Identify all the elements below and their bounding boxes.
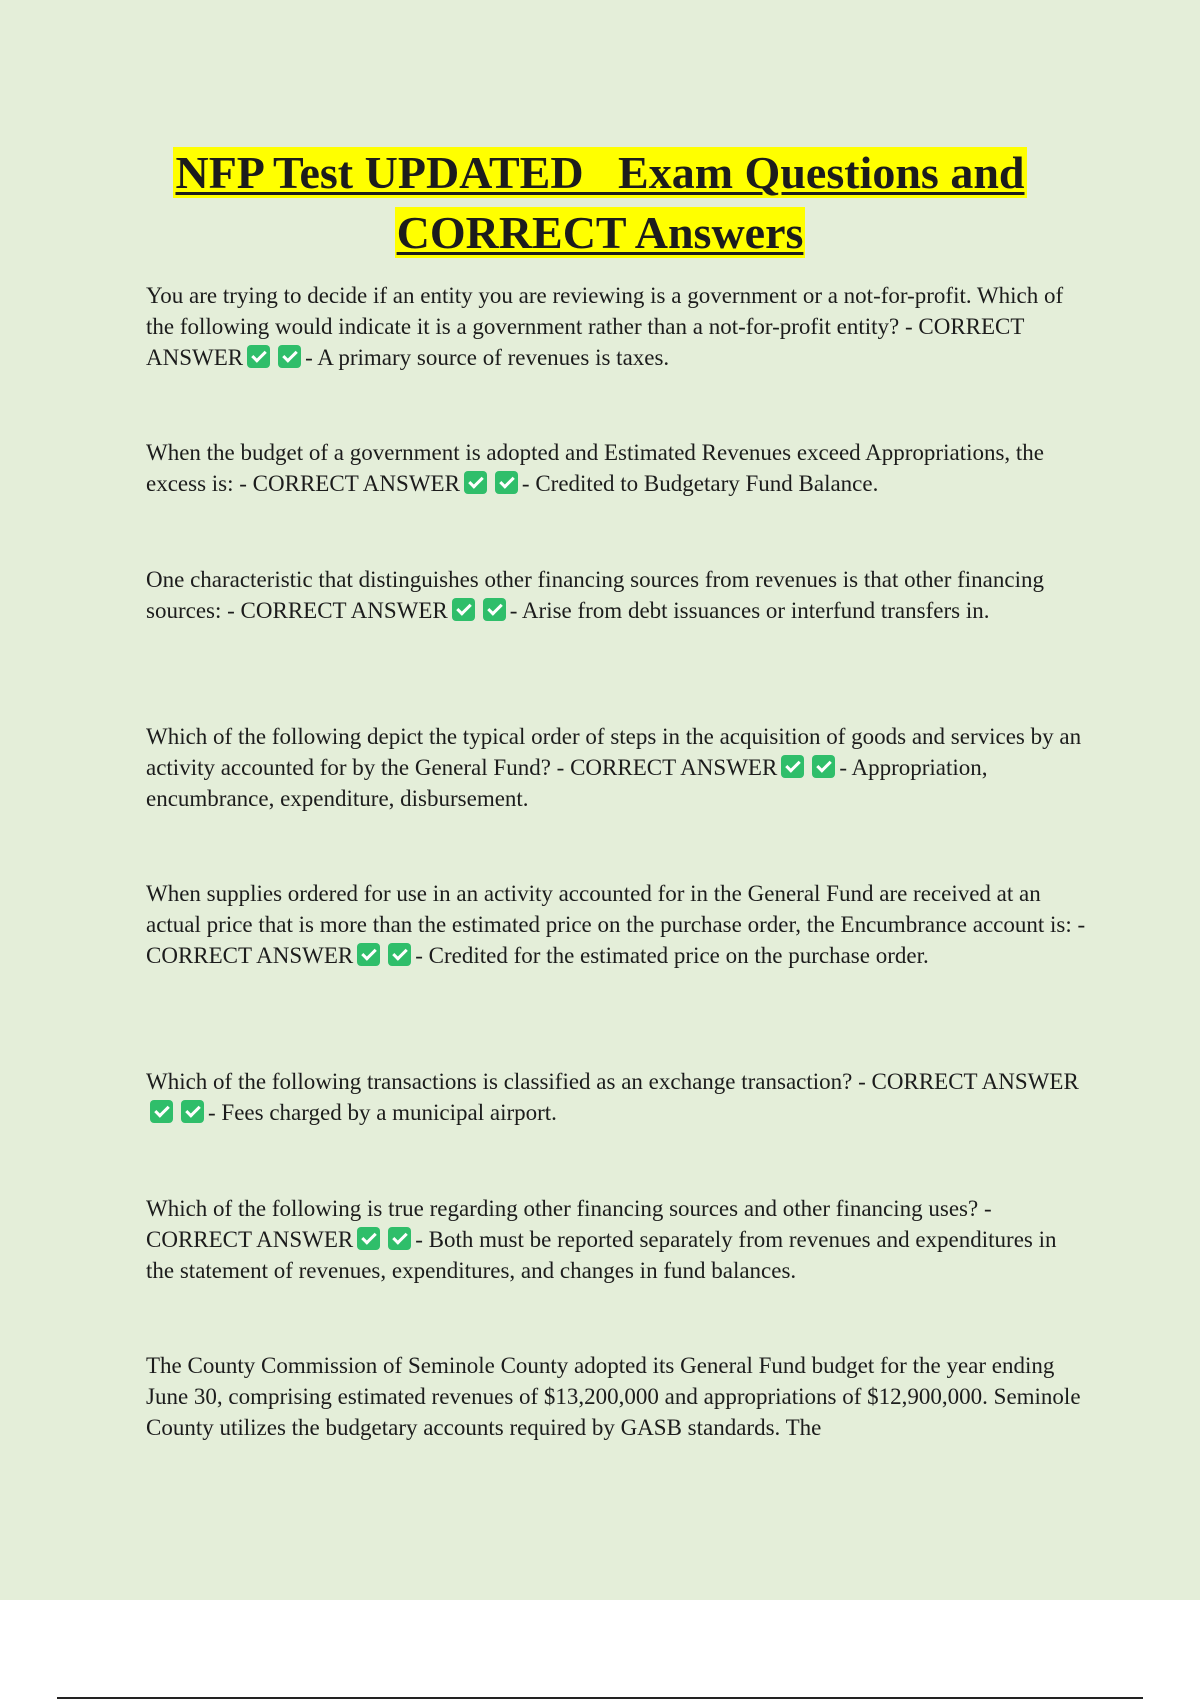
answer-text: - Both must be reported separately from revenues and expenditures in the statement of revenues, expenditures, and changes in fund balances. bbox=[146, 1227, 1057, 1283]
qa-item bbox=[146, 878, 1086, 971]
question-text: When the budget of a government is adopted and Estimated Revenues exceed Appropriations, the excess is: - CORRECT ANSWER bbox=[146, 440, 1045, 496]
qa-item bbox=[146, 721, 1086, 814]
continued-paragraph: The County Commission of Seminole County adopted its General Fund budget for the year ending June 30, comprising estimated revenues of $13,200,000 and appropriations of $12,900,000. Seminole County utilizes the budgetary accounts required by GASB standards. The bbox=[146, 1353, 1081, 1440]
question-text: One characteristic that distinguishes other financing sources from revenues is that other financing sources: - CORRECT ANSWER bbox=[146, 567, 1044, 623]
check-mark-icon bbox=[464, 471, 487, 494]
check-mark-icon bbox=[495, 471, 518, 494]
check-mark-icon bbox=[357, 1227, 380, 1250]
check-mark-icon bbox=[483, 598, 506, 621]
answer-text: - Credited to Budgetary Fund Balance. bbox=[521, 471, 879, 496]
check-mark-icon bbox=[452, 598, 475, 621]
check-mark-icon bbox=[247, 345, 270, 368]
qa-item bbox=[146, 280, 1086, 373]
title-line-1: NFP Test UPDATED Exam Questions and bbox=[175, 147, 1025, 198]
answer-text: - A primary source of revenues is taxes. bbox=[305, 345, 670, 370]
question-text: Which of the following depict the typical order of steps in the acquisition of goods and services by an activity accounted for by the General Fund? - CORRECT ANSWER bbox=[146, 724, 1082, 780]
question-text: Which of the following is true regarding other financing sources and other financing uses? - CORRECT ANSWER bbox=[146, 1196, 992, 1252]
answer-text: - Credited for the estimated price on the purchase order. bbox=[415, 943, 929, 968]
qa-item bbox=[146, 1193, 1086, 1286]
question-text: You are trying to decide if an entity you are reviewing is a government or a not-for-profit. Which of the following would indicate it is a government rather than a not-for-profit entity? - CORRECT ANSWER bbox=[146, 283, 1064, 370]
page-title bbox=[0, 143, 1200, 263]
qa-item bbox=[146, 1066, 1086, 1128]
check-mark-icon bbox=[781, 755, 804, 778]
check-mark-icon bbox=[357, 943, 380, 966]
title-line-2: CORRECT Answers bbox=[396, 207, 804, 258]
check-mark-icon bbox=[388, 943, 411, 966]
check-mark-icon bbox=[181, 1100, 204, 1123]
answer-text: - Appropriation, encumbrance, expenditure, disbursement. bbox=[146, 755, 988, 811]
qa-item bbox=[146, 564, 1086, 626]
question-text: When supplies ordered for use in an activity accounted for in the General Fund are received at an actual price that is more than the estimated price on the purchase order, the Encumbrance account is: - CORRECT ANSWER bbox=[146, 881, 1086, 968]
qa-item bbox=[146, 437, 1086, 499]
check-mark-icon bbox=[278, 345, 301, 368]
check-mark-icon bbox=[388, 1227, 411, 1250]
check-mark-icon bbox=[150, 1100, 173, 1123]
check-mark-icon bbox=[812, 755, 835, 778]
question-text: Which of the following transactions is classified as an exchange transaction? - CORRECT ANSWER bbox=[146, 1069, 1079, 1094]
answer-text: - Fees charged by a municipal airport. bbox=[208, 1100, 557, 1125]
footer-divider bbox=[57, 1697, 1143, 1699]
answer-text: - Arise from debt issuances or interfund transfers in. bbox=[509, 598, 990, 623]
